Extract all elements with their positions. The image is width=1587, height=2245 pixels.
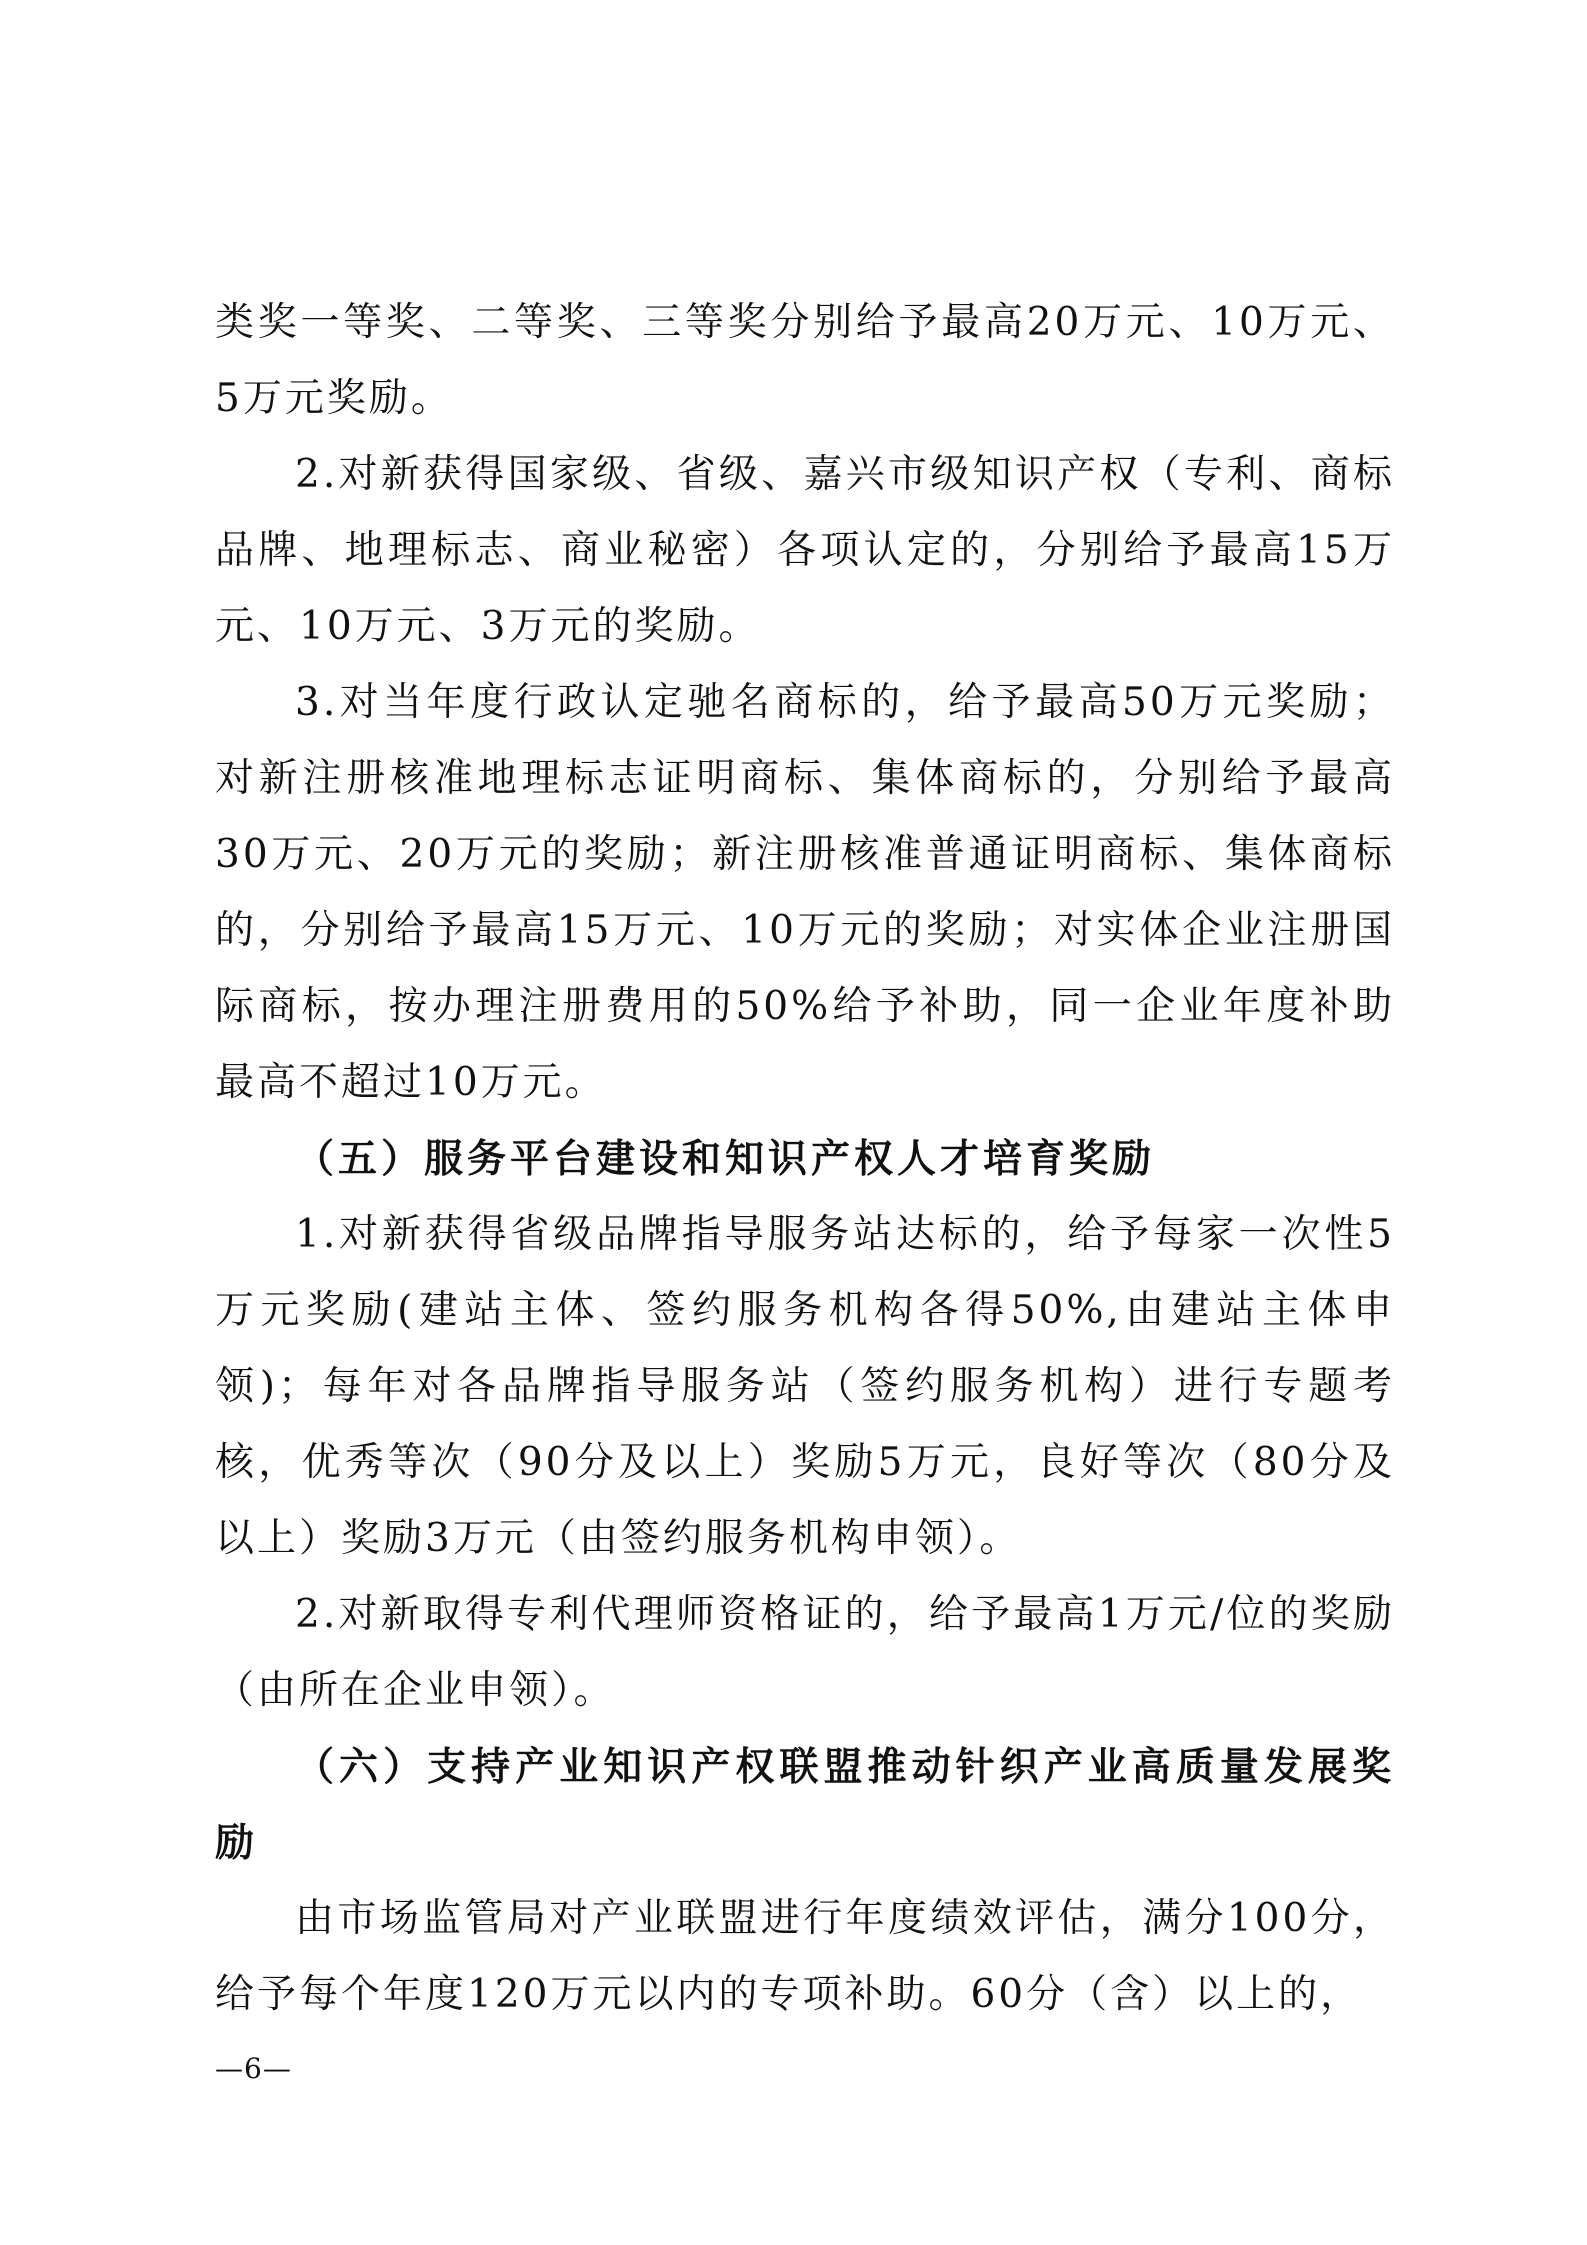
section-heading-5: （五）服务平台建设和知识产权人才培育奖励 <box>295 1136 1156 1182</box>
paragraph-item-1: 1.对新获得省级品牌指导服务站达标的，给予每家一次性5万元奖励(建站主体、签约服务机构各得50%,由建站主体申领)；每年对各品牌指导服务站（签约服务机构）进行专题考核，优秀等次（90分及以上）奖励5万元，良好等次（80分及以上）奖励3万元（由签约服务机构申领）。 <box>215 1212 1395 1561</box>
document-body <box>215 285 1395 2033</box>
paragraph-item-3: 3.对当年度行政认定驰名商标的，给予最高50万元奖励；对新注册核准地理标志证明商标、集体商标的，分别给予最高30万元、20万元的奖励；新注册核准普通证明商标、集体商标的，分别给予最高15万元、10万元的奖励；对实体企业注册国际商标，按办理注册费用的50%给予补助，同一企业年度补助最高不超过10万元。 <box>215 680 1395 1105</box>
paragraph-alliance-evaluation: 由市场监管局对产业联盟进行年度绩效评估，满分100分，给予每个年度120万元以内的专项补助。60分（含）以上的， <box>215 1896 1395 2017</box>
paragraph-continuation: 类奖一等奖、二等奖、三等奖分别给予最高20万元、10万元、5万元奖励。 <box>215 300 1395 421</box>
section-heading-6: （六）支持产业知识产权联盟推动针织产业高质量发展奖励 <box>215 1744 1395 1866</box>
paragraph-item-2: 2.对新获得国家级、省级、嘉兴市级知识产权（专利、商标品牌、地理标志、商业秘密）各项认定的，分别给予最高15万元、10万元、3万元的奖励。 <box>215 452 1395 649</box>
paragraph-item-2b: 2.对新取得专利代理师资格证的，给予最高1万元/位的奖励（由所在企业申领）。 <box>215 1592 1395 1713</box>
page-number: —6— <box>215 2052 292 2085</box>
